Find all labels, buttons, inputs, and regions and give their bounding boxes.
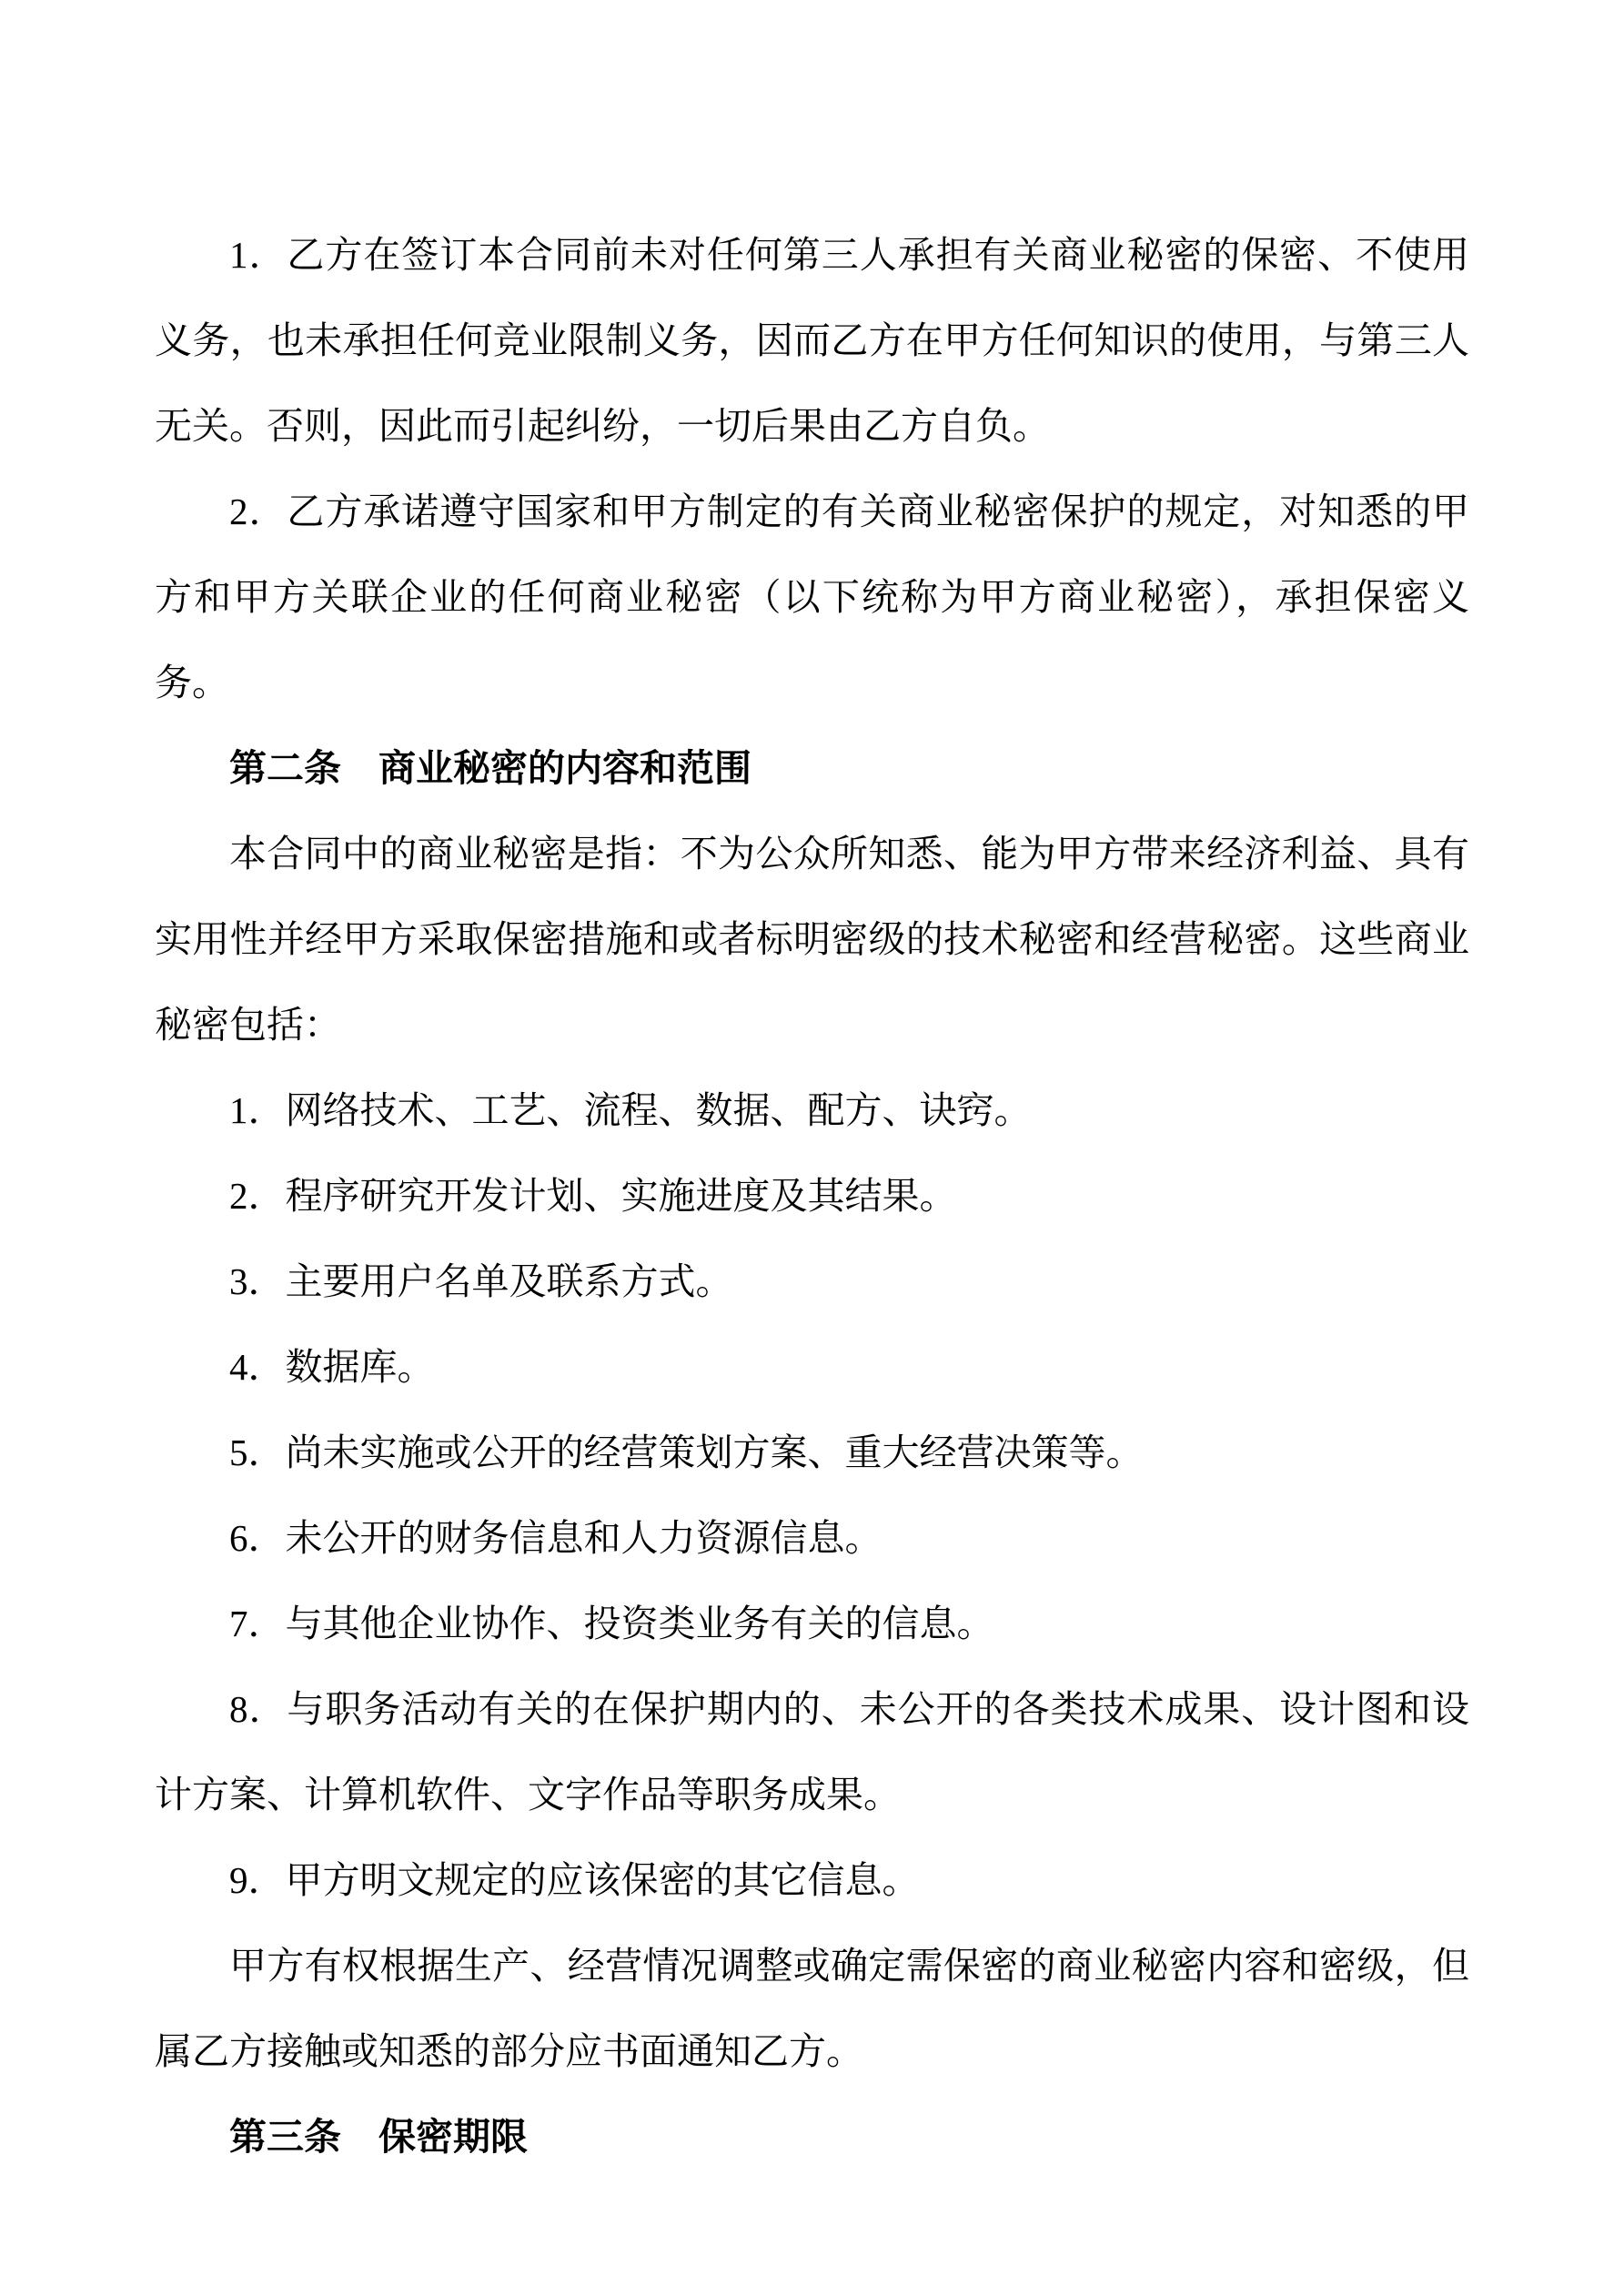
section-heading: 第二条 商业秘密的内容和范围 [229,747,751,789]
paragraph: 6．未公开的财务信息和人力资源信息。 [229,1517,883,1559]
paragraph: 2．程序研究开发计划、实施进度及其结果。 [229,1175,957,1217]
paragraph: 3．主要用户名单及联系方式。 [229,1260,733,1302]
paragraph: 本合同中的商业秘密是指：不为公众所知悉、能为甲方带来经济利益、具有实用性并经甲方采取保密措施和或者标明密级的技术秘密和经营秘密。这些商业秘密包括： [155,833,1469,1046]
paragraph: 7．与其他企业协作、投资类业务有关的信息。 [229,1603,994,1644]
paragraph: 甲方有权根据生产、经营情况调整或确定需保密的商业秘密内容和密级，但属乙方接触或知悉的部分应书面通知乙方。 [155,1945,1469,2072]
paragraph: 4．数据库。 [229,1346,435,1388]
paragraph: 1．网络技术、工艺、流程、数据、配方、诀窍。 [229,1089,1032,1131]
document-content [155,212,1469,2180]
paragraph: 9．甲方明文规定的应该保密的其它信息。 [229,1859,920,1901]
paragraph: 8．与职务活动有关的在保护期内的、未公开的各类技术成果、设计图和设计方案、计算机软件、文字作品等职务成果。 [155,1688,1469,1816]
section-heading: 第三条 保密期限 [229,2116,528,2158]
paragraph: 2．乙方承诺遵守国家和甲方制定的有关商业秘密保护的规定，对知悉的甲方和甲方关联企业的任何商业秘密（以下统称为甲方商业秘密），承担保密义务。 [155,491,1469,703]
paragraph: 5．尚未实施或公开的经营策划方案、重大经营决策等。 [229,1431,1144,1473]
paragraph: 1．乙方在签订本合同前未对任何第三人承担有关商业秘密的保密、不使用义务，也未承担任何竞业限制义务，因而乙方在甲方任何知识的使用，与第三人无关。否则，因此而引起纠纷，一切后果由乙方自负。 [155,234,1469,447]
